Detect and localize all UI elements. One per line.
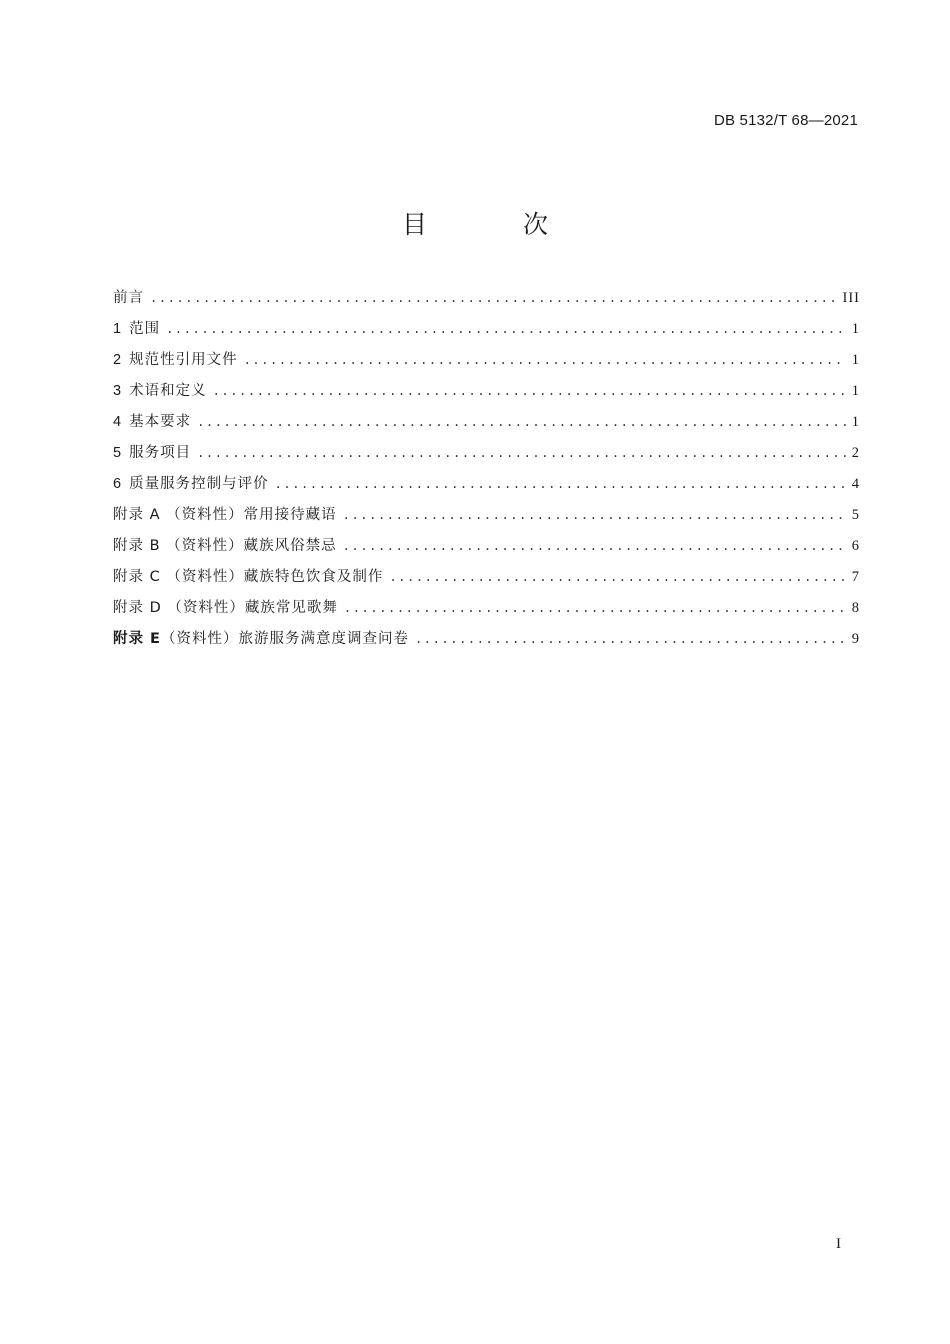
toc-leader-dots	[197, 407, 846, 438]
toc-entry-appendix-e[interactable]	[113, 624, 860, 655]
toc-entry-page: 8	[851, 600, 860, 616]
toc-entry-page: 7	[851, 569, 860, 585]
toc-leader-dots	[166, 314, 846, 345]
toc-entry-page: 1	[851, 352, 860, 368]
toc-entry-text: 质量服务控制与评价	[129, 476, 269, 492]
toc-entry-service-items[interactable]	[113, 438, 860, 469]
toc-entry-text: 规范性引用文件	[129, 352, 238, 368]
toc-entry-number: 4	[113, 414, 122, 430]
toc-leader-dots	[415, 624, 846, 655]
toc-entry-appendix-d[interactable]	[113, 593, 860, 624]
toc-entry-text: 基本要求	[129, 414, 192, 430]
toc-entry-page: III	[842, 290, 860, 306]
toc-leader-dots	[244, 345, 846, 376]
toc-entry-normative-references[interactable]	[113, 345, 860, 376]
toc-title: 目 次	[402, 210, 592, 239]
toc-entry-text: 范围	[129, 321, 161, 337]
toc-entry-appendix-b[interactable]	[113, 531, 860, 562]
toc-leader-dots	[389, 562, 845, 593]
toc-entry-page: 1	[851, 321, 860, 337]
toc-leader-dots	[343, 531, 846, 562]
toc-leader-dots	[344, 593, 846, 624]
toc-entry-basic-requirements[interactable]	[113, 407, 860, 438]
toc-entry-quality-control[interactable]	[113, 469, 860, 500]
page-number: I	[836, 1236, 841, 1252]
toc-entry-terms-definitions[interactable]	[113, 376, 860, 407]
toc-leader-dots	[197, 438, 846, 469]
toc-entry-appendix-c[interactable]	[113, 562, 860, 593]
toc-entry-page: 5	[851, 507, 860, 523]
toc-entry-text: 附录 C （资料性）藏族特色饮食及制作	[113, 569, 384, 585]
toc-entry-number: 6	[113, 476, 122, 492]
toc-leader-dots	[343, 500, 846, 531]
toc-entry-number: 1	[113, 321, 122, 337]
toc-entry-text: 附录 A （资料性）常用接待藏语	[113, 507, 337, 523]
toc-entry-preface[interactable]	[113, 283, 860, 314]
toc-entry-page: 1	[851, 414, 860, 430]
toc-entry-page: 9	[851, 631, 860, 647]
toc-entry-scope[interactable]	[113, 314, 860, 345]
toc-entry-text: 前言	[113, 290, 144, 306]
toc-entry-text: （资料性）旅游服务满意度调查问卷	[160, 631, 409, 647]
toc-leader-dots	[150, 283, 837, 314]
toc-entry-page: 1	[851, 383, 860, 399]
toc-entry-page: 2	[851, 445, 860, 461]
toc-entry-page: 4	[851, 476, 860, 492]
document-code: DB 5132/T 68—2021	[713, 112, 858, 129]
toc-entry-number: 3	[113, 383, 122, 399]
toc-entry-number: 2	[113, 352, 122, 368]
toc-leader-dots	[275, 469, 846, 500]
toc-entry-text: 附录 D （资料性）藏族常见歌舞	[113, 600, 338, 616]
toc-entry-appendix-a[interactable]	[113, 500, 860, 531]
toc-entry-text: 附录 B （资料性）藏族风俗禁忌	[113, 538, 337, 554]
toc-entry-text: 术语和定义	[129, 383, 207, 399]
table-of-contents	[113, 283, 860, 655]
toc-entry-page: 6	[851, 538, 860, 554]
toc-entry-number: 附录 E	[113, 631, 161, 647]
toc-leader-dots	[213, 376, 846, 407]
toc-entry-text: 服务项目	[129, 445, 192, 461]
toc-entry-number: 5	[113, 445, 122, 461]
